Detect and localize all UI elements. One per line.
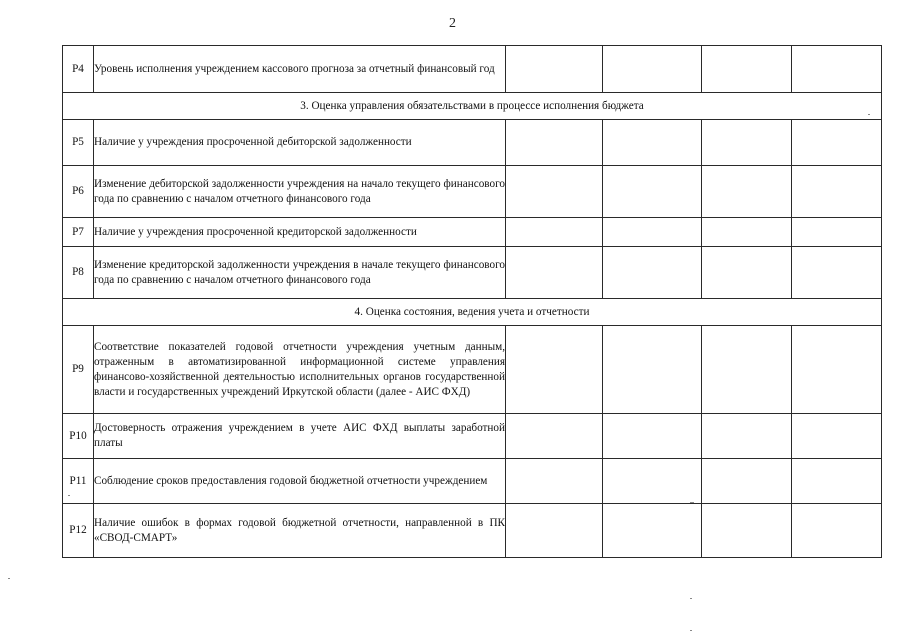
value-cell — [506, 459, 603, 504]
indicator-description: Изменение кредиторской задолженности учреждения в начале текущего финансового года по сравнению с началом отчетного финансового года — [94, 247, 506, 299]
table-row — [63, 120, 882, 166]
section-heading: 3. Оценка управления обязательствами в процессе исполнения бюджета — [63, 93, 882, 120]
indicator-code: Р12 — [63, 504, 94, 558]
table-row — [63, 459, 882, 504]
value-cell — [792, 414, 882, 459]
value-cell — [506, 120, 603, 166]
scan-speck — [68, 495, 70, 496]
table-row — [63, 218, 882, 247]
indicator-code: Р11 — [63, 459, 94, 504]
indicator-description: Наличие ошибок в формах годовой бюджетной отчетности, направленной в ПК «СВОД-СМАРТ» — [94, 504, 506, 558]
value-cell — [603, 326, 702, 414]
value-cell — [702, 46, 792, 93]
value-cell — [506, 326, 603, 414]
indicator-table — [62, 45, 882, 558]
value-cell — [506, 218, 603, 247]
indicator-description: Уровень исполнения учреждением кассового прогноза за отчетный финансовый год — [94, 46, 506, 93]
value-cell — [702, 326, 792, 414]
page-number: 2 — [449, 16, 456, 31]
value-cell — [506, 504, 603, 558]
table-row — [63, 247, 882, 299]
value-cell — [702, 247, 792, 299]
table-row — [63, 504, 882, 558]
indicator-code: Р6 — [63, 166, 94, 218]
value-cell — [702, 459, 792, 504]
section-row — [63, 93, 882, 120]
value-cell — [792, 326, 882, 414]
scan-speck — [690, 598, 692, 599]
indicator-description: Достоверность отражения учреждением в учете АИС ФХД выплаты заработной платы — [94, 414, 506, 459]
scan-speck — [690, 630, 692, 631]
scan-speck — [8, 578, 10, 579]
value-cell — [702, 166, 792, 218]
value-cell — [792, 120, 882, 166]
indicator-description: Соответствие показателей годовой отчетности учреждения учетным данным, отраженным в автоматизированной информационной системе управления финансово-хозяйственной деятельностью исполнительных органов государственной власти и государственных учреждений Иркутской области (далее - АИС ФХД) — [94, 326, 506, 414]
indicator-code: Р9 — [63, 326, 94, 414]
indicator-description: Изменение дебиторской задолженности учреждения на начало текущего финансового года по сравнению с началом отчетного финансового года — [94, 166, 506, 218]
value-cell — [603, 120, 702, 166]
value-cell — [506, 247, 603, 299]
value-cell — [702, 218, 792, 247]
value-cell — [603, 46, 702, 93]
indicator-code: Р10 — [63, 414, 94, 459]
value-cell — [792, 247, 882, 299]
indicator-code: Р5 — [63, 120, 94, 166]
value-cell — [603, 414, 702, 459]
indicator-code: Р7 — [63, 218, 94, 247]
table-row — [63, 414, 882, 459]
section-heading: 4. Оценка состояния, ведения учета и отчетности — [63, 299, 882, 326]
value-cell — [702, 504, 792, 558]
value-cell — [603, 166, 702, 218]
table-row — [63, 166, 882, 218]
indicator-description: Соблюдение сроков предоставления годовой бюджетной отчетности учреждением — [94, 459, 506, 504]
value-cell — [792, 166, 882, 218]
value-cell — [506, 166, 603, 218]
value-cell — [792, 46, 882, 93]
value-cell — [792, 218, 882, 247]
table-row — [63, 46, 882, 93]
value-cell — [603, 247, 702, 299]
value-cell — [792, 504, 882, 558]
scan-speck — [868, 114, 870, 115]
value-cell — [506, 46, 603, 93]
scan-speck — [690, 502, 694, 503]
indicator-code: Р4 — [63, 46, 94, 93]
value-cell — [702, 120, 792, 166]
table-row — [63, 326, 882, 414]
indicator-description: Наличие у учреждения просроченной дебиторской задолженности — [94, 120, 506, 166]
value-cell — [603, 459, 702, 504]
indicator-description: Наличие у учреждения просроченной кредиторской задолженности — [94, 218, 506, 247]
section-row — [63, 299, 882, 326]
indicator-code: Р8 — [63, 247, 94, 299]
value-cell — [506, 414, 603, 459]
value-cell — [702, 414, 792, 459]
value-cell — [792, 459, 882, 504]
value-cell — [603, 218, 702, 247]
value-cell — [603, 504, 702, 558]
